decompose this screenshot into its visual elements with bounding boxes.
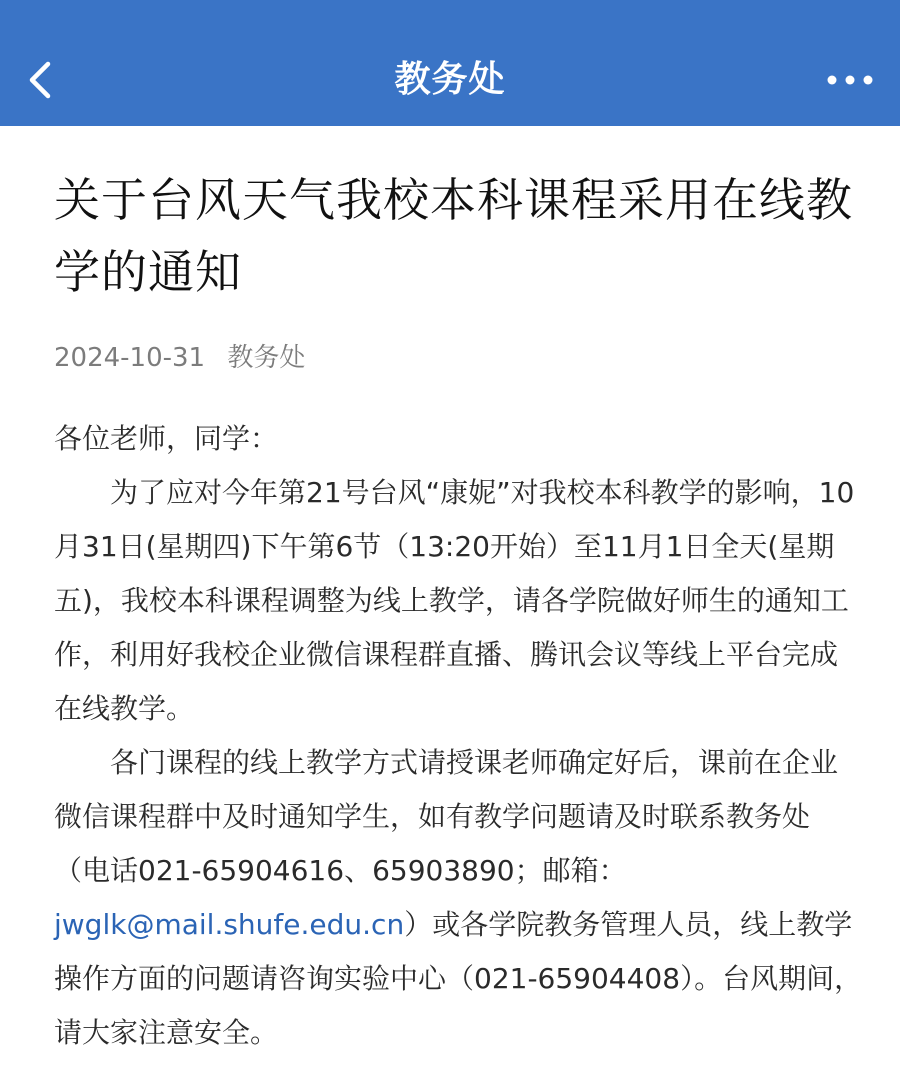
paragraph-1: 为了应对今年第21号台风“康妮”对我校本科教学的影响，10月31日(星期四)下午第6节（13:20开始）至11月1日全天(星期五)，我校本科课程调整为线上教学，请各学院做好师生的通知工作，利用好我校企业微信课程群直播、腾讯会议等线上平台完成在线教学。 [54, 476, 855, 725]
more-horizontal-icon [820, 58, 880, 102]
paragraph-2-text-after: ）或各学院教务管理人员，线上教学操作方面的问题请咨询实验中心（021-65904408）。台风期间，请大家注意安全。 [54, 908, 863, 1049]
article-content [54, 126, 864, 1060]
email-link[interactable]: jwglk@mail.shufe.edu.cn [54, 908, 405, 941]
article-title: 关于台风天气我校本科课程采用在线教学的通知 [54, 173, 853, 299]
article-body [54, 412, 864, 1060]
article-source: 教务处 [227, 343, 306, 373]
top-navbar [0, 0, 900, 126]
paragraph-2 [54, 736, 864, 1060]
greeting: 各位老师，同学： [54, 422, 279, 455]
article-meta [54, 338, 864, 378]
navbar-title: 教务处 [394, 59, 506, 100]
more-button[interactable] [820, 58, 880, 102]
paragraph-2-text-before: 各门课程的线上教学方式请授课老师确定好后，课前在企业微信课程群中及时通知学生，如有教学问题请及时联系教务处（电话021-65904616、65903890；邮箱： [54, 746, 839, 887]
article-date: 2024-10-31 [54, 343, 206, 373]
